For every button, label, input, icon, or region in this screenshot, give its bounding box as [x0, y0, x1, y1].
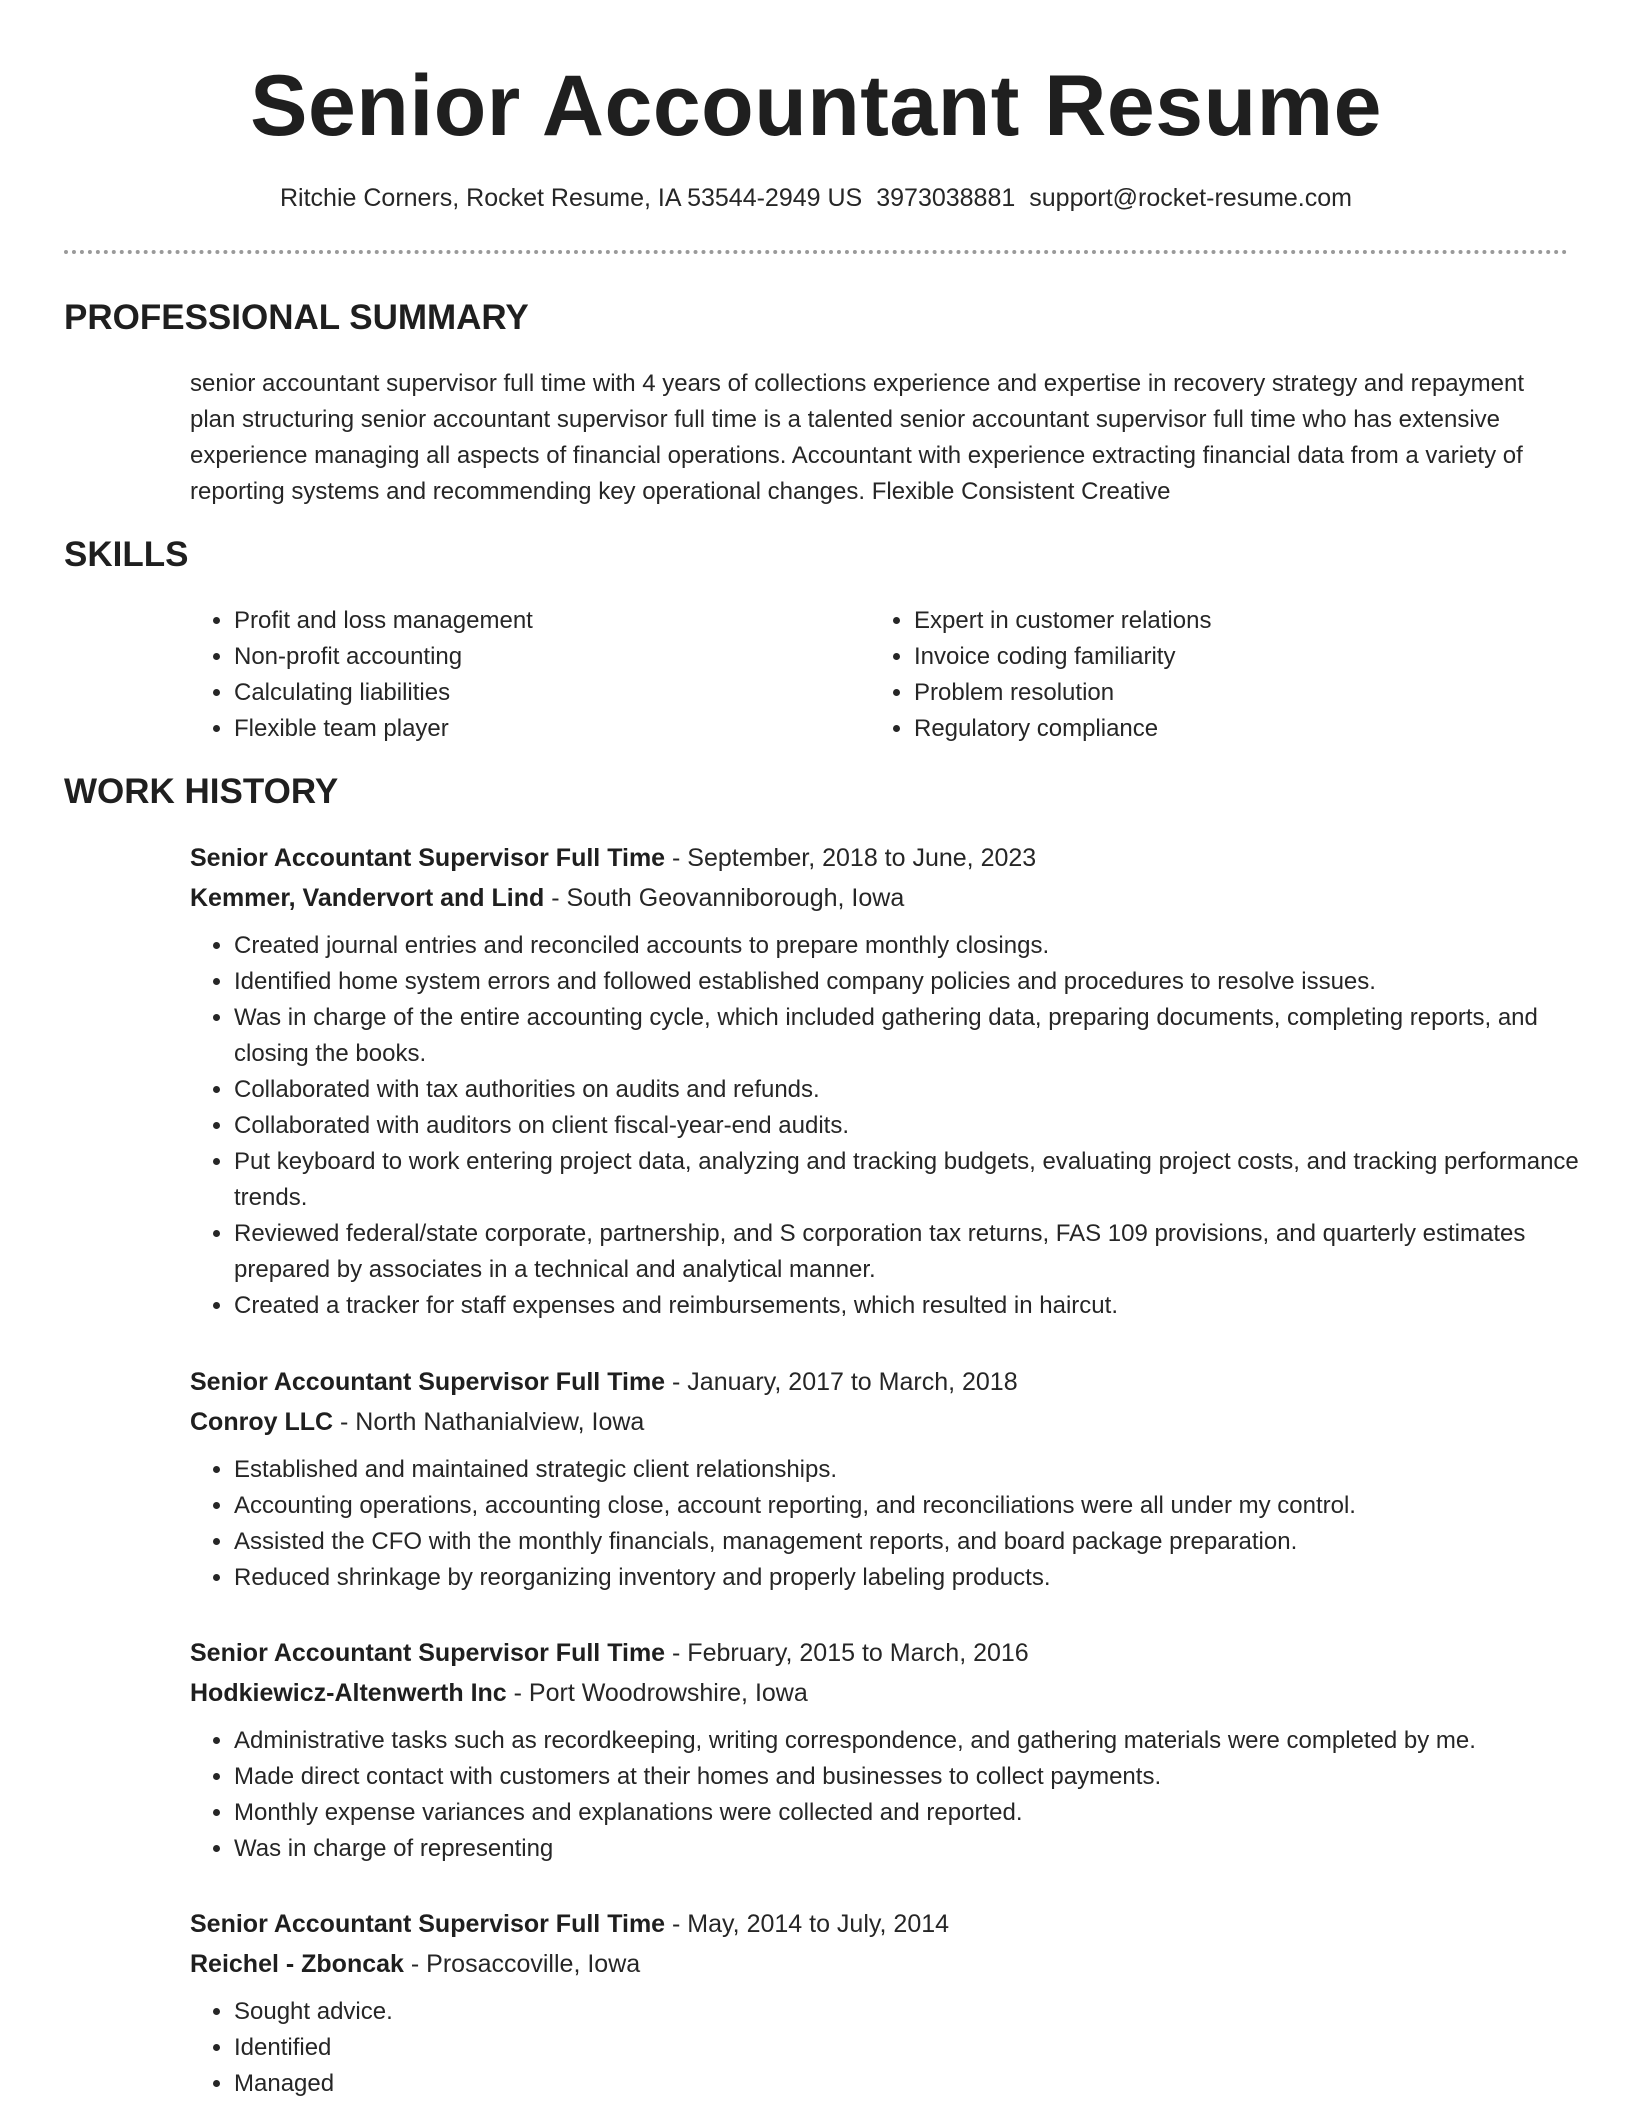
job-bullet: • Collaborated with auditors on client fiscal-year-end audits.	[234, 1108, 1580, 1144]
skills-column-right	[870, 603, 1570, 747]
skill-item: • Profit and loss management	[234, 603, 850, 639]
job-bullet: • Identified home system errors and followed established company policies and procedures to resolve issues.	[234, 964, 1580, 1000]
skill-item: • Invoice coding familiarity	[914, 639, 1570, 675]
skills-list-right	[870, 603, 1570, 747]
job-bullet: • Was in charge of the entire accounting cycle, which included gathering data, preparing documents, completing reports, and closing the books.	[234, 1000, 1580, 1072]
skill-item: • Flexible team player	[234, 711, 850, 747]
job-dates: - September, 2018 to June, 2023	[665, 844, 1037, 872]
skill-item: • Regulatory compliance	[914, 711, 1570, 747]
contact-line	[0, 182, 1632, 214]
job-bullet: • Collaborated with tax authorities on audits and refunds.	[234, 1072, 1580, 1108]
job-location: - South Geovanniborough, Iowa	[544, 884, 905, 912]
job-company: Conroy LLC	[190, 1408, 334, 1436]
header-divider	[64, 250, 1568, 254]
job-bullets	[190, 1994, 1580, 2102]
skill-item: • Expert in customer relations	[914, 603, 1570, 639]
job-company-line	[190, 1402, 1580, 1442]
job-bullet: • Reviewed federal/state corporate, partnership, and S corporation tax returns, FAS 109 provisions, and quarterly estimates prepared by associates in a technical and analytical manner.	[234, 1216, 1580, 1288]
skill-item: • Calculating liabilities	[234, 675, 850, 711]
contact-email[interactable]: support@rocket-resume.com	[1029, 184, 1352, 212]
job-title-line	[190, 1633, 1580, 1673]
skills-heading: SKILLS	[64, 535, 189, 574]
job-dates: - February, 2015 to March, 2016	[665, 1639, 1029, 1667]
job-bullet: • Put keyboard to work entering project data, analyzing and tracking budgets, evaluating project costs, and tracking performance trends.	[234, 1144, 1580, 1216]
job-entry	[190, 1362, 1580, 1596]
work-history-heading: WORK HISTORY	[64, 772, 339, 811]
summary-text: senior accountant supervisor full time with 4 years of collections experience and expertise in recovery strategy and repayment plan structuring senior accountant supervisor full time is a talented senior accountant supervisor full time who has extensive experience managing all aspects of financial operations. Accountant with experience extracting financial data from a variety of reporting systems and recommending key operational changes. Flexible Consistent Creative	[190, 370, 1525, 505]
skills-column-left	[190, 603, 850, 747]
job-bullet: • Established and maintained strategic client relationships.	[234, 1452, 1580, 1488]
job-bullets	[190, 1723, 1580, 1867]
job-bullets	[190, 1452, 1580, 1596]
job-bullet: • Accounting operations, accounting close, account reporting, and reconciliations were all under my control.	[234, 1488, 1580, 1524]
job-bullet: • Assisted the CFO with the monthly financials, management reports, and board package preparation.	[234, 1524, 1580, 1560]
contact-address: Ritchie Corners, Rocket Resume, IA 53544-2949 US	[280, 184, 863, 212]
job-title-line	[190, 838, 1580, 878]
job-title: Senior Accountant Supervisor Full Time	[190, 1910, 666, 1938]
job-company: Kemmer, Vandervort and Lind	[190, 884, 545, 912]
job-dates: - May, 2014 to July, 2014	[665, 1910, 950, 1938]
job-bullet: • Monthly expense variances and explanations were collected and reported.	[234, 1795, 1580, 1831]
job-location: - Prosaccoville, Iowa	[403, 1950, 641, 1978]
job-title-line	[190, 1904, 1580, 1944]
skills-list-left	[190, 603, 850, 747]
job-company: Reichel - Zboncak	[190, 1950, 404, 1978]
job-bullets	[190, 928, 1580, 1324]
job-bullet: • Reduced shrinkage by reorganizing inventory and properly labeling products.	[234, 1560, 1580, 1596]
job-company-line	[190, 1673, 1580, 1713]
job-title: Senior Accountant Supervisor Full Time	[190, 1368, 666, 1396]
skill-item: • Non-profit accounting	[234, 639, 850, 675]
job-bullet: • Managed	[234, 2066, 1580, 2102]
job-bullet: • Created a tracker for staff expenses and reimbursements, which resulted in haircut.	[234, 1288, 1580, 1324]
job-bullet: • Sought advice.	[234, 1994, 1580, 2030]
job-bullet: • Made direct contact with customers at their homes and businesses to collect payments.	[234, 1759, 1580, 1795]
job-company-line	[190, 878, 1580, 918]
contact-phone[interactable]: 3973038881	[876, 184, 1016, 212]
job-bullet: • Identified	[234, 2030, 1580, 2066]
resume-title: Senior Accountant Resume	[250, 58, 1382, 154]
job-bullet: • Administrative tasks such as recordkeeping, writing correspondence, and gathering materials were completed by me.	[234, 1723, 1580, 1759]
job-entry	[190, 1904, 1580, 2102]
job-location: - North Nathanialview, Iowa	[333, 1408, 645, 1436]
job-location: - Port Woodrowshire, Iowa	[506, 1679, 808, 1707]
job-entry	[190, 1633, 1580, 1867]
job-bullet: • Created journal entries and reconciled accounts to prepare monthly closings.	[234, 928, 1580, 964]
job-bullet: • Was in charge of representing	[234, 1831, 1580, 1867]
job-entry	[190, 838, 1580, 1324]
job-title: Senior Accountant Supervisor Full Time	[190, 1639, 666, 1667]
skill-item: • Problem resolution	[914, 675, 1570, 711]
job-title-line	[190, 1362, 1580, 1402]
job-company-line	[190, 1944, 1580, 1984]
job-company: Hodkiewicz-Altenwerth Inc	[190, 1679, 507, 1707]
summary-heading: PROFESSIONAL SUMMARY	[64, 298, 529, 337]
job-dates: - January, 2017 to March, 2018	[665, 1368, 1018, 1396]
job-title: Senior Accountant Supervisor Full Time	[190, 844, 666, 872]
